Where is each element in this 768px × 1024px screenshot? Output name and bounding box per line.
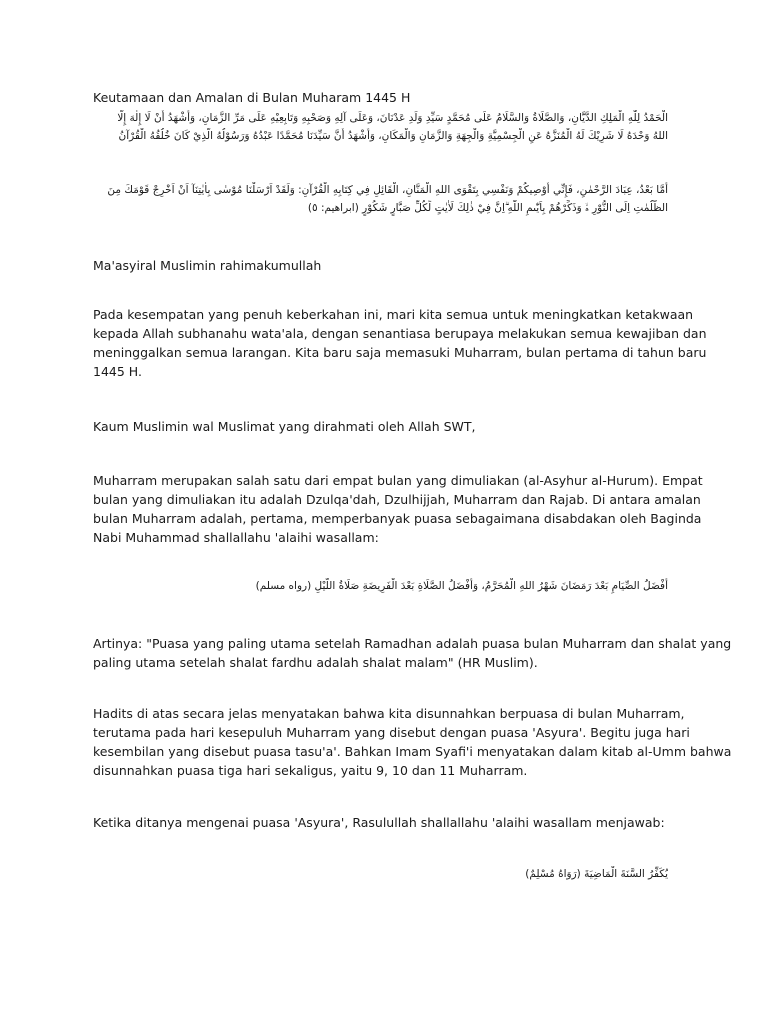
arabic-opening-line-2: اللهُ وَحْدَهُ لَا شَرِيْكَ لَهُ الْمُنَزَّهُ عَنِ الْجِسْمِيَّةِ وَالْجِهَةِ وَالزَّمَانِ وَالْمَكَانِ، وَأَشْهَدُ أَنَّ سَيِّدَنَا مُحَمَّدًا عَبْدُهُ وَرَسُوْلُهُ الَّذِيْ كَانَ خُلُقُهُ الْقُرْآنُ	[118, 130, 668, 142]
paragraph-2-line: bulan yang dimuliakan itu adalah Dzulqa'dah, Dzulhijjah, Muharram dan Rajab. Di antara amalan	[93, 492, 701, 507]
paragraph-3-line: disunnahkan puasa tiga hari sekaligus, yaitu 9, 10 dan 11 Muharram.	[93, 763, 528, 778]
paragraph-3-line: kesembilan yang disebut puasa tasu'a'. Bahkan Imam Syafi'i menyatakan dalam kitab al-Umm bahwa	[93, 744, 732, 759]
document-title: Keutamaan dan Amalan di Bulan Muharam 1445 H	[93, 90, 411, 105]
hadith-2-arabic: يُكَفِّرُ السَّنَةَ الْمَاضِيَةَ (رَوَاهُ مُسْلِمٌ)	[525, 868, 668, 880]
arabic-opening-line-1: الْحَمْدُ لِلّٰهِ الْمَلِكِ الدَّيَّانِ، وَالصَّلَاةُ وَالسَّلَامُ عَلَى مُحَمَّدٍ سَيِّدِ وَلَدِ عَدْنَانَ، وَعَلَى آلِهِ وَصَحْبِهِ وَتَابِعِيْهِ عَلَى مَرِّ الزَّمَانِ، وَأَشْهَدُ أَنْ لَا إِلٰهَ إِلَّا	[117, 112, 668, 124]
arabic-amma-line-2: الظُّلُمٰتِ اِلَى النُّوْرِ ەۙ وَذَكِّرْهُمْ بِاَيّٰىمِ اللّٰهِ ۗاِنَّ فِيْ ذٰلِكَ لَاٰيٰتٍ لِّكُلِّ صَبَّارٍ شَكُوْرٍ (ابراهيم: ٥)	[307, 202, 668, 214]
paragraph-2-line: Nabi Muhammad shallallahu 'alaihi wasallam:	[93, 530, 379, 545]
paragraph-2-line: bulan Muharram adalah, pertama, memperbanyak puasa sebagaimana disabdakan oleh Baginda	[93, 511, 702, 526]
paragraph-1-line: Pada kesempatan yang penuh keberkahan ini, mari kita semua untuk meningkatkan ketakwaan	[93, 307, 694, 322]
translation-line: Artinya: "Puasa yang paling utama setelah Ramadhan adalah puasa bulan Muharram dan shalat yang	[93, 636, 732, 651]
hadith-arabic: أَفْضَلُ الصِّيَامِ بَعْدَ رَمَضَانَ شَهْرُ اللهِ الْمُحَرَّمُ، وَأَفْضَلُ الصَّلَاةِ بَعْدَ الْفَرِيضَةِ صَلَاةُ اللَّيْلِ (رواه مسلم)	[255, 580, 668, 592]
paragraph-1-line: 1445 H.	[93, 364, 142, 379]
paragraph-4: Ketika ditanya mengenai puasa 'Asyura', Rasulullah shallallahu 'alaihi wasallam menjawab:	[93, 815, 665, 830]
paragraph-3-line: terutama pada hari kesepuluh Muharram yang disebut dengan puasa 'Asyura'. Begitu juga hari	[93, 725, 690, 740]
paragraph-1-line: kepada Allah subhanahu wata'ala, dengan senantiasa berupaya melakukan semua kewajiban dan	[93, 326, 707, 341]
paragraph-3-line: Hadits di atas secara jelas menyatakan bahwa kita disunnahkan berpuasa di bulan Muharram,	[93, 706, 685, 721]
arabic-amma-line-1: أَمَّا بَعْدُ، عِبَادَ الرَّحْمٰنِ، فَإِنِّي أُوْصِيكُمْ وَنَفْسِي بِتَقْوَى اللهِ الْمَنَّانِ، الْقَائِلِ فِي كِتَابِهِ الْقُرْآنِ: وَلَقَدْ اَرْسَلْنَا مُوْسٰى بِاٰيٰتِنَآ اَنْ اَخْرِجْ قَوْمَكَ مِنَ	[107, 184, 668, 196]
greeting-2: Kaum Muslimin wal Muslimat yang dirahmati oleh Allah SWT,	[93, 419, 476, 434]
paragraph-1-line: meninggalkan semua larangan. Kita baru saja memasuki Muharram, bulan pertama di tahun baru	[93, 345, 707, 360]
translation-line: paling utama setelah shalat fardhu adalah shalat malam" (HR Muslim).	[93, 655, 538, 670]
greeting-1: Ma'asyiral Muslimin rahimakumullah	[93, 258, 322, 273]
paragraph-2-line: Muharram merupakan salah satu dari empat bulan yang dimuliakan (al-Asyhur al-Hurum). Empat	[93, 473, 703, 488]
